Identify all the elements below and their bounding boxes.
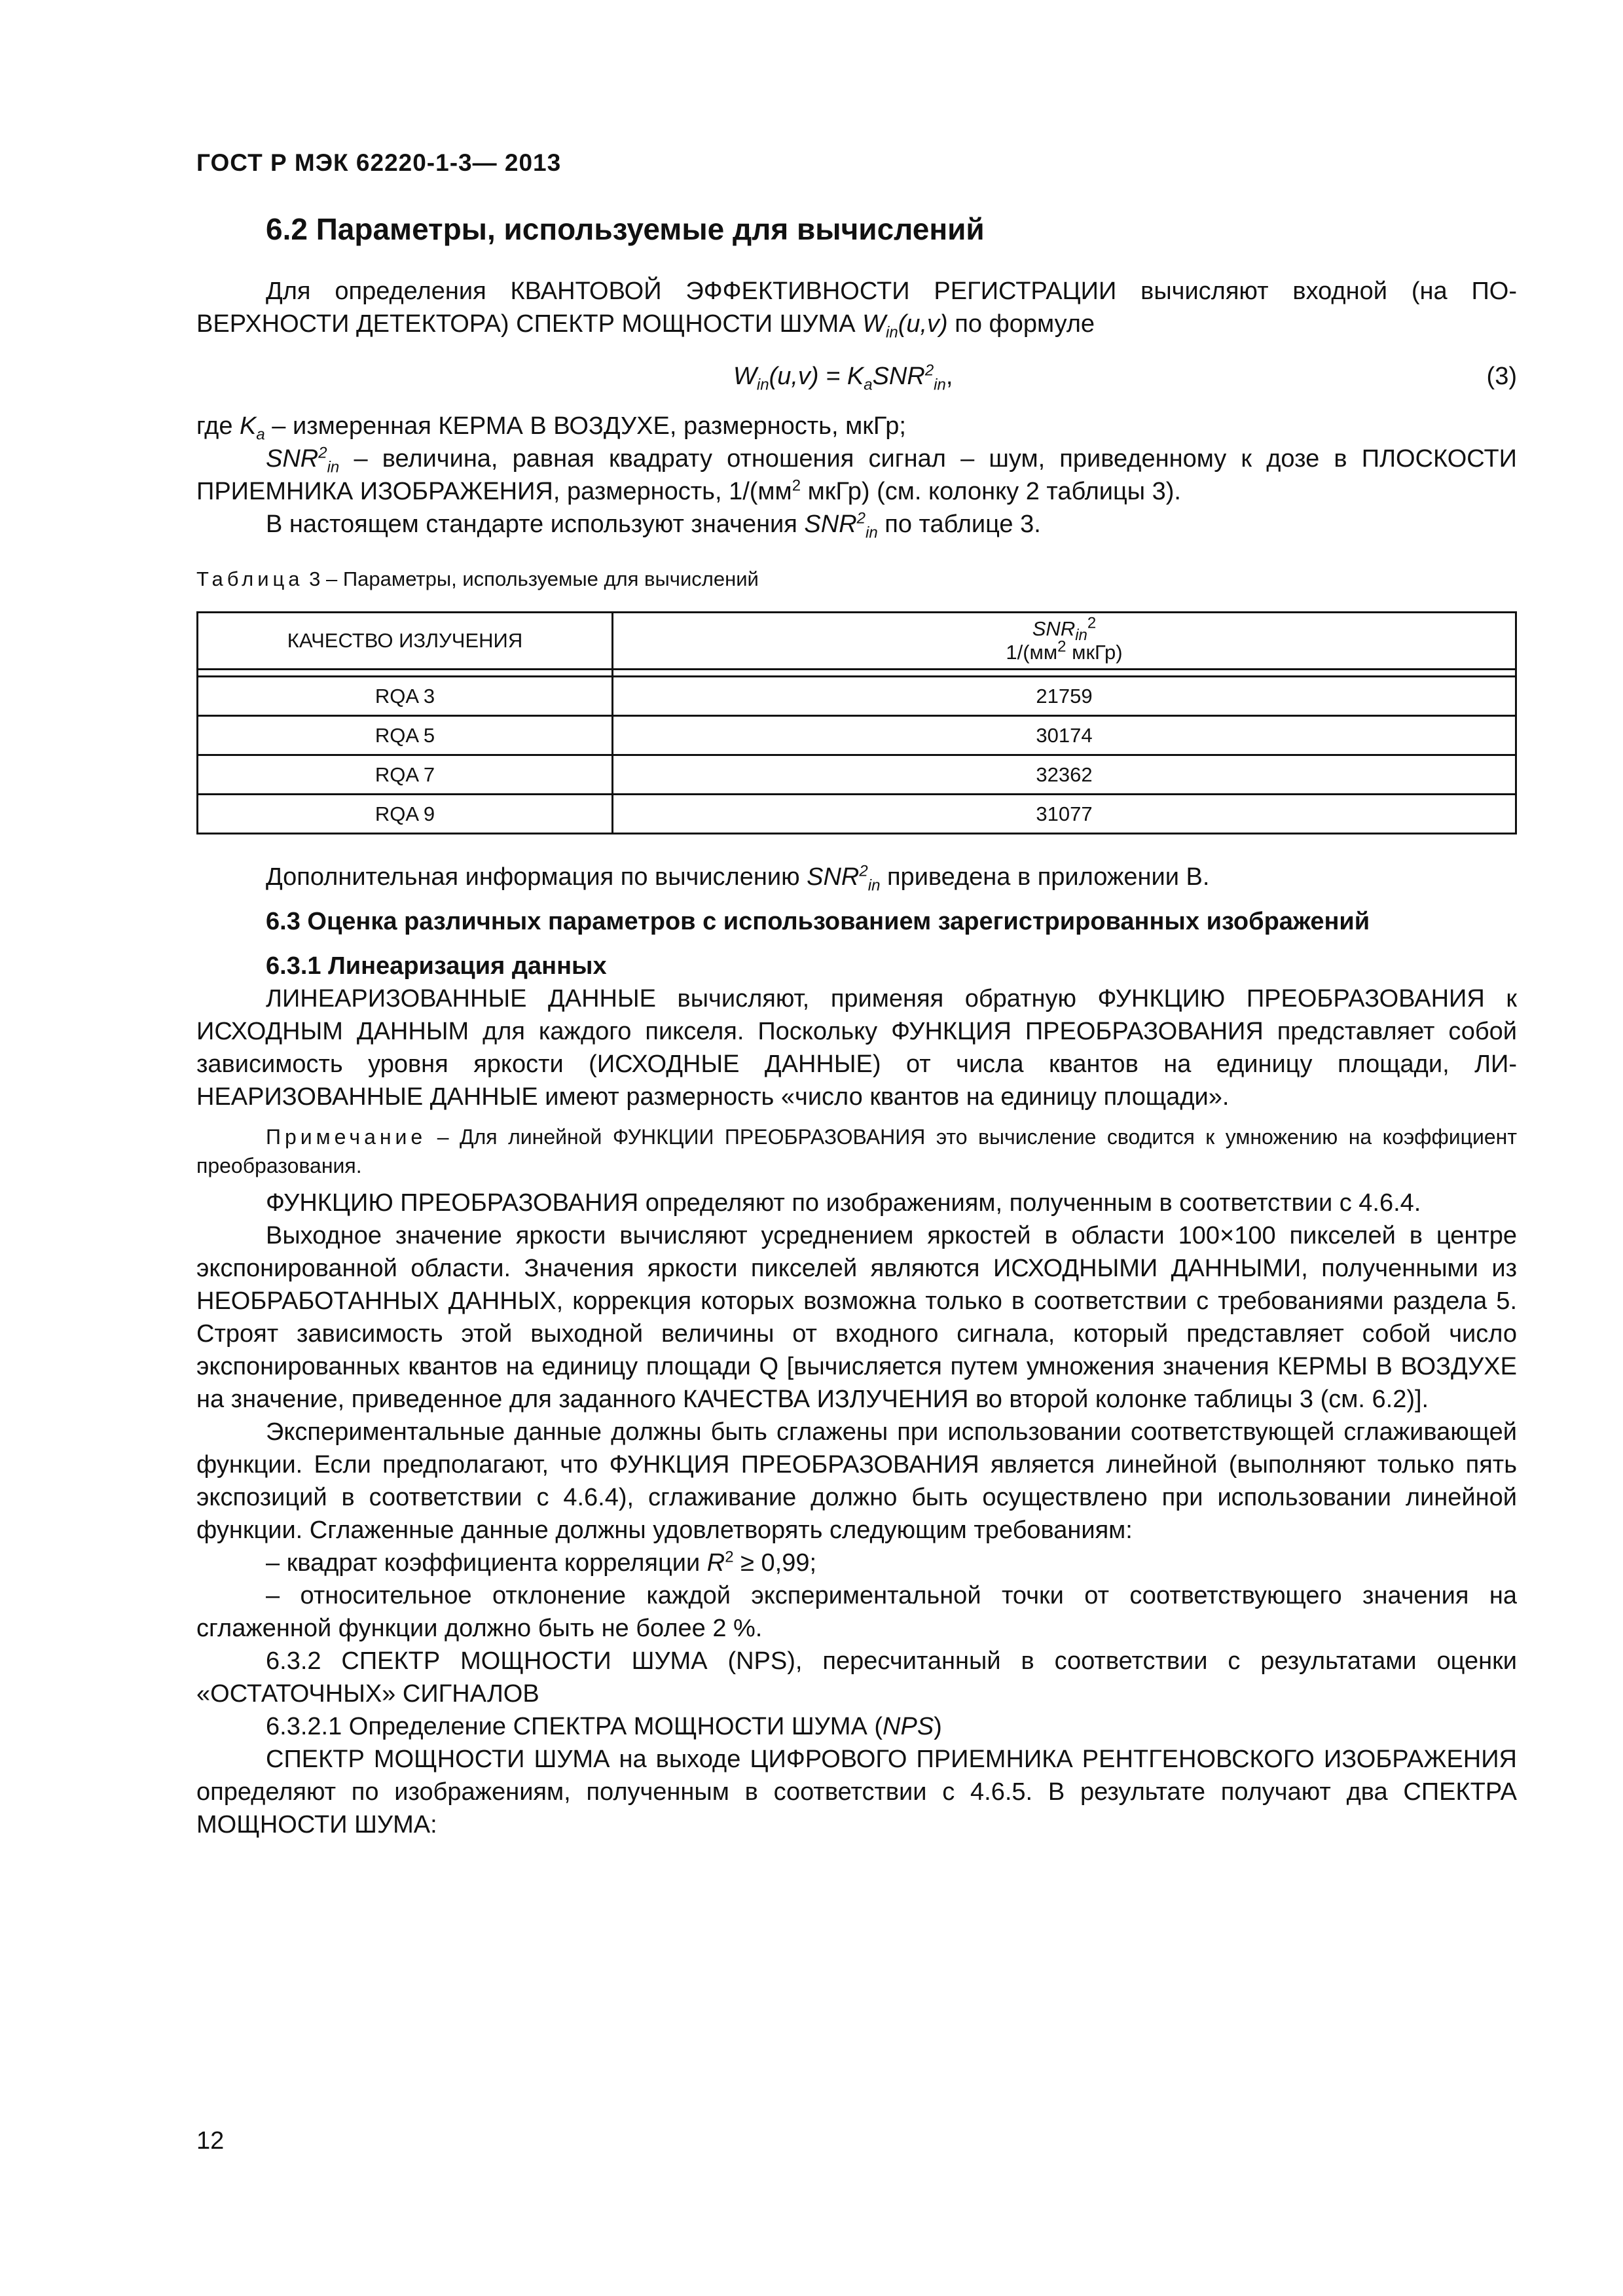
section-6-3-2-1-heading: 6.3.2.1 Определение СПЕКТРА МОЩНОСТИ ШУМА (NPS) — [266, 1713, 942, 1740]
page-body — [196, 209, 1517, 1841]
note: Примечание – Для линейной ФУНКЦИИ ПРЕОБРАЗОВАНИЯ это вычисление сводится к умножению на коэффициент преобразования. — [196, 1125, 1517, 1177]
table-row: RQA 9 31077 — [198, 795, 1516, 834]
paragraph: В настоящем стандарте используют значения $SNR^2_{in}$ по таблице 3. — [266, 509, 1041, 542]
formula-expression: $W_{in}(u,v) = K_aSNR^2_{in}$, — [733, 361, 953, 394]
definition-snr: $SNR^2_{in}$ – величина, равная квадрату отношения сигнал – шум, приведенному к дозе в ПЛОСКОСТИ ПРИЕМНИКА ИЗОБРАЖЕНИЯ, размерность, $1/(мм^2$ мкГр) (см. колонку 2 таблицы 3). — [196, 444, 1517, 505]
table-caption: Таблица 3 – Параметры, используемые для вычислений — [196, 567, 759, 590]
column-header-snr: $SNR_{in}^2$ $1/(мм^2$ мкГр) — [613, 613, 1516, 670]
table-row: RQA 7 32362 — [198, 755, 1516, 795]
paragraph: Для определения КВАНТОВОЙ ЭФФЕКТИВНОСТИ РЕГИСТРАЦИИ вычисляют входной (на ПОВЕРХНОСТИ ДЕТЕКТОРА) СПЕКТР МОЩНОСТИ ШУМА $W_{in}(u,v)$ по формуле — [196, 278, 1517, 342]
paragraph: СПЕКТР МОЩНОСТИ ШУМА на выходе ЦИФРОВОГО ПРИЕМНИКА РЕНТГЕНОВСКОГО ИЗОБРАЖЕНИЯ определяют по изображениям, полученным в соответствии с 4.6.5. В результате получают два СПЕКТРА МОЩНОСТИ ШУМА: — [196, 1746, 1517, 1839]
definition-ka: где $K_a$ – измеренная КЕРМА В ВОЗДУХЕ, размерность, мкГр; — [196, 412, 906, 444]
section-6-3-2-heading: 6.3.2 СПЕКТР МОЩНОСТИ ШУМА (NPS), пересчитанный в соответствии с результатами оценки «ОСТАТОЧНЫХ» СИГНАЛОВ — [196, 1647, 1517, 1708]
paragraph: Экспериментальные данные должны быть сглажены при использовании соответствующей сглаживающей функции. Если предполагают, что ФУНКЦИЯ ПРЕОБРАЗОВАНИЯ является линейной (выполняют только пять экспозиций в соответствии с 4.6.4), сглаживание должно быть осуществлено при использовании линейной функции. Сглаженные данные должны удовлетворять следующим требованиям: — [196, 1418, 1517, 1544]
parameters-table — [196, 611, 1517, 834]
table-row: RQA 5 30174 — [198, 716, 1516, 755]
paragraph: Выходное значение яркости вычисляют усреднением яркостей в области 100×100 пикселей в центре экспонированной области. Значения яркости пикселей являются ИСХОДНЫМИ ДАННЫМИ, полученными из НЕОБРАБОТАННЫХ ДАННЫХ, коррекция которых возможна только в соответствии с требованиями раздела 5. Строят зависимость этой выходной величины от входного сигнала, который представляет собой число экспонированных квантов на единицу площади Q [вычисляется путем умножения значения КЕРМЫ В ВОЗДУХЕ на значение, приведенное для заданного КАЧЕСТВА ИЗЛУЧЕНИЯ во второй колонке таблицы 3 (см. 6.2)]. — [196, 1222, 1517, 1413]
formula-3 — [196, 351, 1517, 404]
table-row: RQA 3 21759 — [198, 677, 1516, 716]
page-number: 12 — [196, 2127, 225, 2155]
formula-number: (3) — [1486, 363, 1517, 390]
document-header: ГОСТ Р МЭК 62220-1-3— 2013 — [196, 149, 562, 176]
section-6-3-1-heading: 6.3.1 Линеаризация данных — [266, 952, 607, 980]
paragraph: ЛИНЕАРИЗОВАННЫЕ ДАННЫЕ вычисляют, применяя обратную ФУНКЦИЮ ПРЕОБРАЗОВАНИЯ к ИСХОДНЫМ ДАННЫМ для каждого пикселя. Поскольку ФУНКЦИЯ ПРЕОБРАЗОВАНИЯ представляет собой зависимость уровня яркости (ИСХОДНЫЕ ДАННЫЕ) от числа квантов на единицу площади, ЛИНЕАРИЗОВАННЫЕ ДАННЫЕ имеют размерность «число квантов на единицу площади». — [196, 985, 1517, 1111]
section-6-2-heading: 6.2 Параметры, используемые для вычислений — [266, 212, 985, 246]
paragraph: ФУНКЦИЮ ПРЕОБРАЗОВАНИЯ определяют по изображениям, полученным в соответствии с 4.6.4. — [266, 1189, 1421, 1217]
table-header-row — [198, 613, 1516, 670]
requirement-item: – относительное отклонение каждой экспериментальной точки от соответствующего значения на сглаженной функции должно быть не более 2 %. — [196, 1582, 1517, 1642]
column-header-quality: КАЧЕСТВО ИЗЛУЧЕНИЯ — [198, 613, 613, 670]
requirement-item: – квадрат коэффициента корреляции $R^2 \ge 0,99$; — [266, 1548, 817, 1577]
paragraph: Дополнительная информация по вычислению $SNR^2_{in}$ приведена в приложении В. — [266, 862, 1210, 895]
section-6-3-heading: 6.3 Оценка различных параметров с использованием зарегистрированных изображений — [266, 908, 1370, 935]
